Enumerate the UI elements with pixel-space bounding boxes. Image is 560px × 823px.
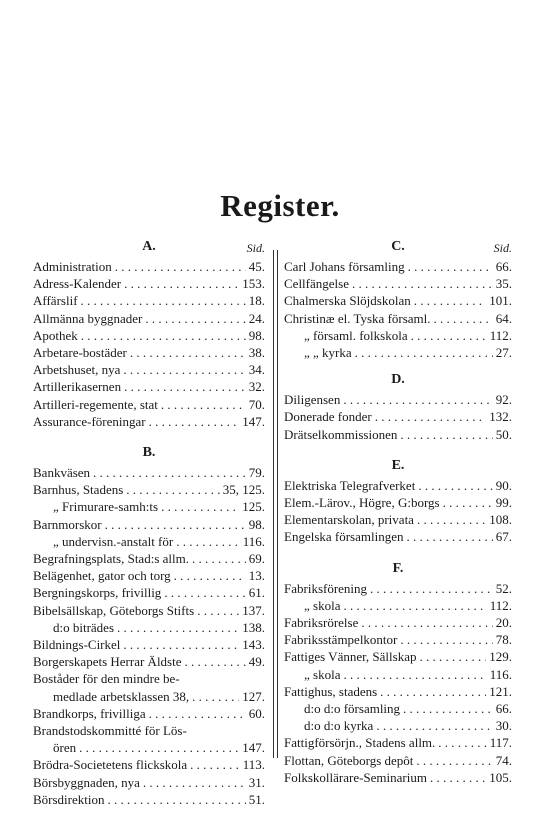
leader-dots bbox=[416, 752, 492, 769]
index-entry bbox=[284, 292, 512, 309]
page-number: 79. bbox=[248, 465, 265, 481]
entry-text: „ skola bbox=[304, 597, 341, 613]
page-number: 18. bbox=[248, 293, 265, 309]
leader-dots bbox=[130, 344, 246, 361]
leader-dots bbox=[438, 734, 486, 751]
leader-dots bbox=[81, 327, 246, 344]
leader-dots bbox=[93, 464, 246, 481]
index-entry bbox=[284, 494, 512, 511]
leader-dots bbox=[376, 717, 492, 734]
index-entry bbox=[33, 791, 265, 808]
index-entry bbox=[33, 688, 265, 705]
leader-dots bbox=[81, 292, 246, 309]
entry-text: Fabriksstämpelkontor bbox=[284, 632, 398, 648]
index-entry bbox=[33, 705, 265, 722]
leader-dots bbox=[400, 426, 492, 443]
leader-dots bbox=[419, 648, 486, 665]
page-number: 116. bbox=[489, 666, 512, 682]
leader-dots bbox=[126, 481, 219, 498]
entry-text: Fattighus, stadens bbox=[284, 683, 378, 699]
page-number: 61. bbox=[248, 585, 265, 601]
index-entry bbox=[33, 498, 265, 515]
index-entry bbox=[33, 361, 265, 378]
index-entry bbox=[33, 739, 265, 756]
entry-text: d:o biträdes bbox=[53, 619, 115, 635]
index-entry bbox=[284, 614, 512, 631]
page-number: 69. bbox=[248, 551, 265, 567]
index-entry bbox=[33, 413, 265, 430]
leader-dots bbox=[176, 533, 240, 550]
page-number: 38. bbox=[248, 345, 265, 361]
page-number: 113. bbox=[242, 757, 265, 773]
entry-text: Barnhus, Stadens bbox=[33, 482, 124, 498]
entry-text: Flottan, Göteborgs depôt bbox=[284, 752, 414, 768]
index-entry bbox=[33, 481, 265, 498]
page-number: 137. bbox=[242, 602, 265, 618]
leader-dots bbox=[343, 666, 486, 683]
leader-dots bbox=[161, 498, 239, 515]
page-number: 35, 125. bbox=[222, 482, 265, 498]
index-entry bbox=[33, 670, 265, 687]
leader-dots bbox=[343, 391, 492, 408]
page-number: 98. bbox=[248, 327, 265, 343]
section-letter-f: F. bbox=[392, 560, 404, 576]
page-number: 30. bbox=[495, 718, 512, 734]
column-divider bbox=[273, 250, 278, 758]
page-number: 90. bbox=[495, 477, 512, 493]
section-header-d bbox=[284, 369, 512, 391]
section-header-b bbox=[33, 442, 265, 464]
index-entry bbox=[33, 774, 265, 791]
entry-text: Allmänna byggnader bbox=[33, 310, 143, 326]
index-entry bbox=[33, 653, 265, 670]
entry-text: Elementarskolan, privata bbox=[284, 512, 414, 528]
page-number: 147. bbox=[242, 740, 265, 756]
leader-dots bbox=[149, 413, 240, 430]
entry-text: Bankväsen bbox=[33, 465, 91, 481]
leader-dots bbox=[414, 292, 487, 309]
entry-text: Begrafningsplats, Stad:s allm. bbox=[33, 551, 189, 567]
leader-dots bbox=[123, 361, 245, 378]
page-number: 66. bbox=[495, 701, 512, 717]
entry-text: „ skola bbox=[304, 666, 341, 682]
section-c-entries bbox=[284, 258, 512, 361]
index-entry bbox=[33, 533, 265, 550]
entry-text: Boståder för den mindre be- bbox=[33, 671, 180, 687]
entry-text: Elektriska Telegrafverket bbox=[284, 477, 416, 493]
section-header-e bbox=[284, 455, 512, 477]
index-entry bbox=[284, 391, 512, 408]
index-entry bbox=[33, 602, 265, 619]
index-entry bbox=[33, 550, 265, 567]
page-number: 52. bbox=[495, 580, 512, 596]
index-entry bbox=[284, 327, 512, 344]
entry-text: Barnmorskor bbox=[33, 516, 102, 532]
page-number: 51. bbox=[248, 791, 265, 807]
entry-text: Fabriksförening bbox=[284, 580, 368, 596]
entry-text: Arbetshuset, nya bbox=[33, 362, 121, 378]
leader-dots bbox=[185, 653, 246, 670]
entry-text: Brandkorps, frivilliga bbox=[33, 705, 146, 721]
index-entry bbox=[284, 528, 512, 545]
page-number: 99. bbox=[495, 495, 512, 511]
leader-dots bbox=[174, 567, 246, 584]
leader-dots bbox=[79, 739, 239, 756]
section-letter-d: D. bbox=[391, 372, 405, 388]
page-number: 64. bbox=[495, 310, 512, 326]
index-entry bbox=[284, 258, 512, 275]
index-entry bbox=[284, 769, 512, 786]
leader-dots bbox=[143, 774, 246, 791]
page-number: 105. bbox=[489, 769, 512, 785]
index-entry bbox=[33, 344, 265, 361]
leader-dots bbox=[434, 310, 493, 327]
leader-dots bbox=[370, 580, 493, 597]
entry-text: Artilleri-regemente, stat bbox=[33, 396, 158, 412]
index-entry bbox=[33, 584, 265, 601]
section-a-entries bbox=[33, 258, 265, 430]
page-number: 98. bbox=[248, 516, 265, 532]
leader-dots bbox=[418, 477, 492, 494]
page-column-label: Sid. bbox=[246, 241, 265, 255]
leader-dots bbox=[403, 700, 493, 717]
page-number: 127. bbox=[242, 688, 265, 704]
section-b-entries bbox=[33, 464, 265, 808]
index-entry bbox=[284, 648, 512, 665]
page-number: 13. bbox=[248, 568, 265, 584]
entry-text: Diligensen bbox=[284, 392, 341, 408]
leader-dots bbox=[355, 344, 493, 361]
section-f-entries bbox=[284, 580, 512, 786]
entry-text: Borgerskapets Herrar Äldste bbox=[33, 654, 182, 670]
page-number: 49. bbox=[248, 654, 265, 670]
page-number: 108. bbox=[489, 512, 512, 528]
leader-dots bbox=[380, 683, 486, 700]
leader-dots bbox=[430, 769, 486, 786]
index-entry bbox=[33, 396, 265, 413]
entry-text: Bildnings-Cirkel bbox=[33, 637, 121, 653]
page-number: 153. bbox=[242, 276, 265, 292]
index-entry bbox=[284, 310, 512, 327]
leader-dots bbox=[443, 494, 493, 511]
section-letter-b: B. bbox=[142, 445, 156, 461]
page-column-label: Sid. bbox=[493, 241, 512, 255]
index-entry bbox=[284, 275, 512, 292]
page-number: 92. bbox=[495, 392, 512, 408]
index-entry bbox=[33, 756, 265, 773]
index-entry bbox=[284, 426, 512, 443]
index-entry bbox=[33, 258, 265, 275]
page-number: 31. bbox=[248, 774, 265, 790]
section-letter-a: A. bbox=[142, 239, 156, 254]
entry-text: Brandstodskommitté för Lös- bbox=[33, 723, 187, 739]
entry-text: Arbetare-bostäder bbox=[33, 345, 127, 361]
entry-text: Cellfängelse bbox=[284, 276, 349, 292]
entry-text: Christinæ el. Tyska församl. bbox=[284, 310, 431, 326]
page-number: 60. bbox=[248, 705, 265, 721]
entry-text: Elem.-Lärov., Högre, G:borgs bbox=[284, 495, 440, 511]
leader-dots bbox=[117, 619, 239, 636]
entry-text: Engelska församlingen bbox=[284, 529, 404, 545]
page-number: 50. bbox=[495, 426, 512, 442]
entry-text: Fattigförsörjn., Stadens allm. bbox=[284, 735, 436, 751]
index-entry bbox=[284, 717, 512, 734]
entry-text: Donerade fonder bbox=[284, 409, 372, 425]
page-number: 121. bbox=[489, 683, 512, 699]
entry-text: Börsbyggnaden, nya bbox=[33, 774, 140, 790]
entry-text: ören bbox=[53, 740, 77, 756]
index-entry bbox=[33, 722, 265, 739]
leader-dots bbox=[197, 602, 239, 619]
entry-text: Artillerikasernen bbox=[33, 379, 122, 395]
entry-text: Affärslif bbox=[33, 293, 78, 309]
entry-text: Fabriksrörelse bbox=[284, 615, 359, 631]
section-header-c bbox=[284, 236, 512, 258]
entry-text: Chalmerska Slöjdskolan bbox=[284, 293, 411, 309]
index-entry bbox=[284, 752, 512, 769]
entry-text: „ församl. folkskola bbox=[304, 327, 408, 343]
section-letter-e: E. bbox=[391, 457, 405, 473]
page-number: 35. bbox=[495, 276, 512, 292]
page-number: 20. bbox=[495, 615, 512, 631]
page-number: 101. bbox=[489, 293, 512, 309]
index-entry bbox=[284, 408, 512, 425]
index-entry bbox=[33, 636, 265, 653]
index-entry bbox=[284, 700, 512, 717]
page-number: 117. bbox=[489, 735, 512, 751]
index-entry bbox=[33, 292, 265, 309]
page-number: 78. bbox=[495, 632, 512, 648]
index-entry bbox=[284, 666, 512, 683]
index-entry bbox=[33, 378, 265, 395]
page-number: 34. bbox=[248, 362, 265, 378]
page-number: 66. bbox=[495, 259, 512, 274]
section-header-f bbox=[284, 558, 512, 580]
section-header-a bbox=[33, 236, 265, 258]
entry-text: „ Frimurare-samh:ts bbox=[53, 499, 159, 515]
entry-text: Carl Johans församling bbox=[284, 259, 405, 274]
index-entry bbox=[33, 464, 265, 481]
page-number: 147. bbox=[242, 413, 265, 429]
page-number: 112. bbox=[489, 327, 512, 343]
entry-text: „ undervisn.-anstalt för bbox=[53, 533, 174, 549]
index-entry bbox=[33, 619, 265, 636]
leader-dots bbox=[375, 408, 487, 425]
page-number: 112. bbox=[489, 597, 512, 613]
entry-text: Bergningskorps, frivillig bbox=[33, 585, 162, 601]
entry-text: d:o d:o församling bbox=[304, 701, 401, 717]
leader-dots bbox=[192, 688, 239, 705]
section-d-entries bbox=[284, 391, 512, 443]
entry-text: Adress-Kalender bbox=[33, 276, 122, 292]
index-entry bbox=[33, 310, 265, 327]
page-number: 27. bbox=[495, 345, 512, 361]
section-letter-c: C. bbox=[391, 239, 405, 254]
leader-dots bbox=[124, 378, 246, 395]
index-entry bbox=[284, 511, 512, 528]
entry-text: Brödra-Societetens flickskola bbox=[33, 757, 188, 773]
leader-dots bbox=[408, 258, 493, 275]
leader-dots bbox=[411, 327, 487, 344]
leader-dots bbox=[145, 310, 245, 327]
entry-text: medlade arbetsklassen 38, bbox=[53, 688, 190, 704]
leader-dots bbox=[124, 275, 239, 292]
page-number: 45. bbox=[248, 259, 265, 274]
page-number: 138. bbox=[242, 619, 265, 635]
leader-dots bbox=[343, 597, 486, 614]
leader-dots bbox=[164, 584, 245, 601]
leader-dots bbox=[352, 275, 493, 292]
leader-dots bbox=[149, 705, 246, 722]
left-column bbox=[33, 236, 265, 808]
leader-dots bbox=[192, 550, 246, 567]
index-entry bbox=[33, 275, 265, 292]
entry-text: d:o d:o kyrka bbox=[304, 718, 374, 734]
page-number: 132. bbox=[489, 409, 512, 425]
page-title: Register. bbox=[220, 188, 340, 223]
entry-text: Apothek bbox=[33, 327, 78, 343]
page-number: 116. bbox=[242, 533, 265, 549]
entry-text: Börsdirektion bbox=[33, 791, 105, 807]
index-entry bbox=[284, 631, 512, 648]
leader-dots bbox=[407, 528, 493, 545]
page-number: 32. bbox=[248, 379, 265, 395]
page-number: 70. bbox=[248, 396, 265, 412]
entry-text: Belägenhet, gator och torg bbox=[33, 568, 171, 584]
index-entry bbox=[284, 734, 512, 751]
page-number: 143. bbox=[242, 637, 265, 653]
page-number: 129. bbox=[489, 649, 512, 665]
entry-text: Assurance-föreningar bbox=[33, 413, 146, 429]
entry-text: Drätselkommissionen bbox=[284, 426, 398, 442]
index-entry bbox=[33, 516, 265, 533]
index-entry bbox=[284, 580, 512, 597]
index-entry bbox=[284, 344, 512, 361]
index-entry bbox=[284, 683, 512, 700]
entry-text: Fattiges Vänner, Sällskap bbox=[284, 649, 417, 665]
index-entry bbox=[33, 327, 265, 344]
leader-dots bbox=[400, 631, 492, 648]
entry-text: „ „ kyrka bbox=[304, 345, 352, 361]
right-column bbox=[284, 236, 512, 786]
leader-dots bbox=[115, 258, 246, 275]
section-e-entries bbox=[284, 477, 512, 546]
page-number: 67. bbox=[495, 529, 512, 545]
leader-dots bbox=[161, 396, 246, 413]
leader-dots bbox=[417, 511, 486, 528]
page-number: 125. bbox=[242, 499, 265, 515]
entry-text: Folkskollärare-Seminarium bbox=[284, 769, 427, 785]
leader-dots bbox=[105, 516, 246, 533]
index-entry bbox=[284, 597, 512, 614]
index-entry bbox=[33, 567, 265, 584]
page-number: 74. bbox=[495, 752, 512, 768]
index-entry bbox=[284, 477, 512, 494]
entry-text: Administration bbox=[33, 259, 112, 274]
leader-dots bbox=[123, 636, 239, 653]
leader-dots bbox=[361, 614, 492, 631]
leader-dots bbox=[190, 756, 240, 773]
entry-text: Bibelsällskap, Göteborgs Stifts bbox=[33, 602, 195, 618]
leader-dots bbox=[108, 791, 246, 808]
page-number: 24. bbox=[248, 310, 265, 326]
